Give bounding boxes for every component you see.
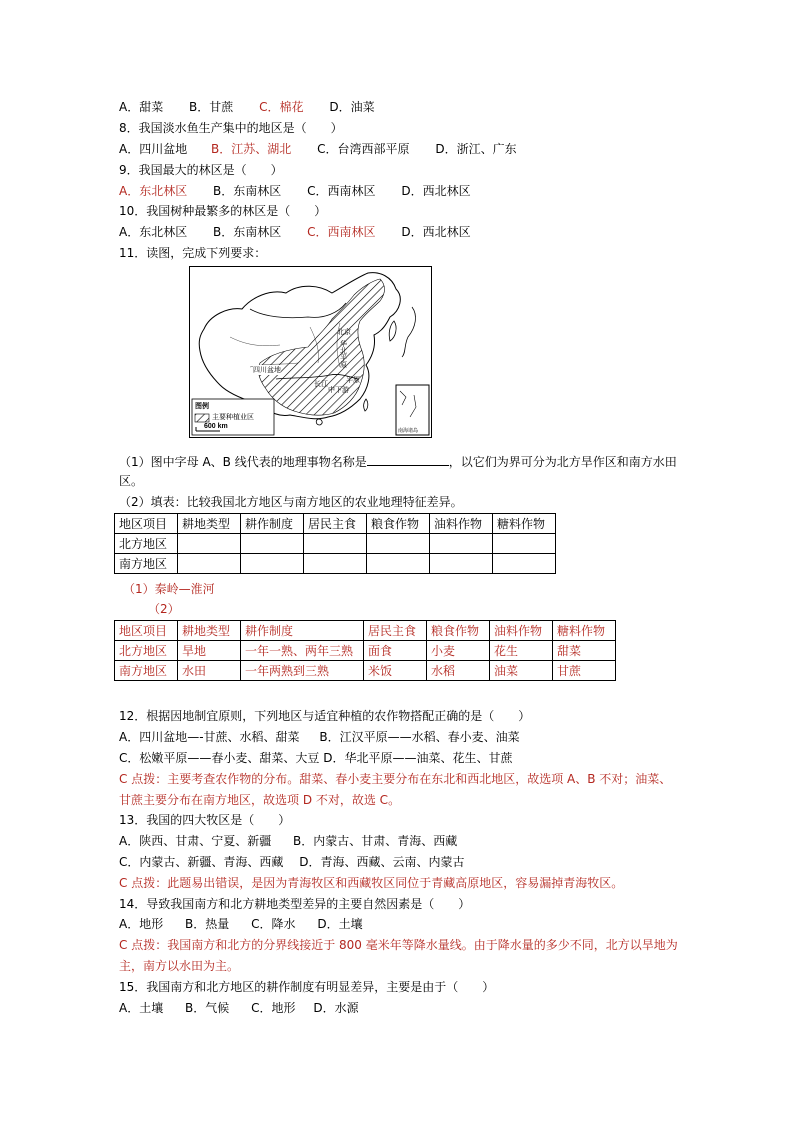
answer-header-cell: 油料作物: [490, 621, 553, 641]
q12-tip-line2: 甘蔗主要分布在南方地区，故选项 D 不对，故选 C。: [119, 793, 401, 807]
map-label-pingyuan: 平原: [346, 377, 360, 384]
q12-option-c: C．松嫩平原——春小麦、甜菜、大豆: [119, 751, 320, 765]
table-cell-input[interactable]: [241, 554, 304, 574]
inset-label: 南海诸岛: [398, 428, 419, 434]
q15-option-a: A．土壤: [119, 1001, 164, 1015]
q15-options: [119, 1000, 359, 1016]
q8-option-c: C．台湾西部平原: [317, 142, 410, 156]
answer-header-cell: 糖料作物: [553, 621, 616, 641]
answer-cell: 甜菜: [553, 641, 616, 661]
q9-option-b: B．东南林区: [213, 184, 282, 198]
q14-options: [119, 916, 363, 932]
q13-option-d: D．青海、西藏、云南、内蒙古: [299, 855, 465, 869]
answer-cell: 南方地区: [115, 661, 178, 681]
q12-option-d: D．华北平原——油菜、花生、甘蔗: [323, 751, 513, 765]
table-header-row: [115, 514, 556, 534]
answer-row: [115, 661, 616, 681]
table-header-cell: 油料作物: [430, 514, 493, 534]
q13-options-row1: [119, 833, 457, 849]
q7-option-a: A．甜菜: [119, 100, 164, 114]
answer-cell: 小麦: [427, 641, 490, 661]
q8-option-d: D．浙江、广东: [435, 142, 517, 156]
q11-sub1-text-b: ，以它们为界可分为北方旱作区和南方水田: [448, 455, 677, 469]
table-cell-input[interactable]: [493, 534, 556, 554]
table-cell-input[interactable]: [430, 534, 493, 554]
answer-cell: 旱地: [178, 641, 241, 661]
legend-title: 图例: [195, 403, 209, 410]
q9-option-d: D．西北林区: [401, 184, 471, 198]
answer-cell: 油菜: [490, 661, 553, 681]
planting-zone-hatch: [258, 279, 384, 415]
q11-sub2: （2）填表：比较我国北方地区与南方地区的农业地理特征差异。: [119, 495, 463, 509]
table-header-cell: 粮食作物: [367, 514, 430, 534]
q11-stem: 11．读图，完成下列要求：: [119, 246, 267, 260]
q9-option-a: A．东北林区: [119, 184, 188, 198]
answer-header-cell: 居民主食: [364, 621, 427, 641]
q7-option-d: D．油菜: [329, 100, 375, 114]
q11-answer-blank[interactable]: [367, 453, 449, 466]
map-label-changjiang: 长江: [314, 381, 328, 388]
table-header-cell: 地区项目: [115, 514, 178, 534]
q13-option-a: A．陕西、甘肃、宁夏、新疆: [119, 834, 272, 848]
answer-cell: 甘蔗: [553, 661, 616, 681]
q13-tip: C 点拨：此题易出错误，是因为青海牧区和西藏牧区同位于青藏高原地区，容易漏掉青海牧区。: [119, 876, 624, 890]
table-cell-input[interactable]: [178, 534, 241, 554]
q14-tip-line2: 主，南方以水田为主。: [119, 959, 240, 973]
q8-option-a: A．四川盆地: [119, 142, 188, 156]
q10-stem: 10．我国树种最繁多的林区是（ ）: [119, 204, 327, 218]
answer-row: [115, 641, 616, 661]
q7-option-b: B．甘蔗: [189, 100, 234, 114]
q15-option-d: D．水源: [313, 1001, 359, 1015]
q14-stem: 14．导致我国南方和北方耕地类型差异的主要自然因素是（ ）: [119, 897, 471, 911]
q15-option-c: C．地形: [251, 1001, 296, 1015]
q13-option-c: C．内蒙古、新疆、青海、西藏: [119, 855, 284, 869]
answer-header-row: [115, 621, 616, 641]
legend-item-label: 主要种植业区: [212, 414, 254, 421]
map-label-sichuan: 四川盆地: [253, 367, 281, 374]
q13-option-b: B．内蒙古、甘肃、青海、西藏: [293, 834, 458, 848]
q10-option-b: B．东南林区: [213, 225, 282, 239]
legend-swatch: [195, 414, 209, 422]
q11-answer-2: （2）: [148, 602, 180, 616]
table-cell-input[interactable]: [493, 554, 556, 574]
table-header-cell: 居民主食: [304, 514, 367, 534]
answer-cell: 米饭: [364, 661, 427, 681]
map-label-huabei: 华北平原: [340, 341, 347, 369]
table-cell-input[interactable]: [430, 554, 493, 574]
q15-stem: 15．我国南方和北方地区的耕作制度有明显差异，主要是由于（ ）: [119, 980, 495, 994]
answer-header-cell: 地区项目: [115, 621, 178, 641]
q12-stem: 12．根据因地制宜原则，下列地区与适宜种植的农作物搭配正确的是（ ）: [119, 709, 531, 723]
answer-header-cell: 粮食作物: [427, 621, 490, 641]
q10-options: [119, 224, 471, 240]
q14-option-c: C．降水: [251, 917, 296, 931]
q15-option-b: B．气候: [185, 1001, 230, 1015]
q10-option-c: C．西南林区: [307, 225, 376, 239]
q11-sub1-text-c: 区。: [119, 474, 144, 488]
q14-option-d: D．土壤: [317, 917, 363, 931]
answer-cell: 水田: [178, 661, 241, 681]
table-cell-input[interactable]: [367, 554, 430, 574]
table-cell-input[interactable]: [367, 534, 430, 554]
q13-options-row2: [119, 854, 464, 870]
scale-label: 600 km: [204, 423, 228, 430]
table-header-cell: 糖料作物: [493, 514, 556, 534]
q13-stem: 13．我国的四大牧区是（ ）: [119, 813, 291, 827]
q12-options-row2: [119, 750, 512, 766]
q10-option-a: A．东北林区: [119, 225, 188, 239]
answer-cell: 一年一熟、两年三熟: [241, 641, 364, 661]
table-cell-input[interactable]: [304, 534, 367, 554]
table-row-label: 北方地区: [115, 534, 178, 554]
map-label-beijing: 北京: [337, 329, 351, 336]
answer-header-cell: 耕作制度: [241, 621, 364, 641]
answer-cell: 一年两熟到三熟: [241, 661, 364, 681]
answer-header-cell: 耕地类型: [178, 621, 241, 641]
blank-comparison-table: [114, 513, 556, 574]
q8-stem: 8．我国淡水鱼生产集中的地区是（ ）: [119, 121, 343, 135]
table-cell-input[interactable]: [178, 554, 241, 574]
answer-cell: 北方地区: [115, 641, 178, 661]
answer-cell: 水稻: [427, 661, 490, 681]
q10-option-d: D．西北林区: [401, 225, 471, 239]
table-cell-input[interactable]: [304, 554, 367, 574]
q14-option-a: A．地形: [119, 917, 164, 931]
table-header-cell: 耕地类型: [178, 514, 241, 534]
china-map-figure: [189, 266, 432, 438]
q9-stem: 9．我国最大的林区是（ ）: [119, 163, 283, 177]
q7-options: [119, 99, 375, 115]
answer-comparison-table: [114, 620, 616, 681]
q8-options: [119, 141, 517, 157]
q11-answer-1: （1）秦岭—淮河: [123, 582, 215, 596]
q14-tip-line1: C 点拨：我国南方和北方的分界线接近于 800 毫米年等降水量线。由于降水量的多少不同，北方以旱地为: [119, 938, 678, 952]
map-label-zhongxiayou: 中下游: [328, 387, 349, 394]
q14-option-b: B．热量: [185, 917, 230, 931]
q9-options: [119, 183, 471, 199]
q12-tip-line1: C 点拨：主要考查农作物的分布。甜菜、春小麦主要分布在东北和西北地区，故选项 A、B 不对；油菜、: [119, 772, 672, 786]
table-header-cell: 耕作制度: [241, 514, 304, 534]
q12-option-b: B．江汉平原——水稻、春小麦、油菜: [319, 730, 520, 744]
q11-sub1-text-a: （1）图中字母 A、B 线代表的地理事物名称是: [119, 455, 367, 469]
table-row: [115, 534, 556, 554]
q12-options-row1: [119, 729, 520, 745]
q12-option-a: A．四川盆地—-甘蔗、水稻、甜菜: [119, 730, 300, 744]
table-row: [115, 554, 556, 574]
table-row-label: 南方地区: [115, 554, 178, 574]
answer-cell: 面食: [364, 641, 427, 661]
q8-option-b: B．江苏、湖北: [211, 142, 292, 156]
q7-option-c: C．棉花: [259, 100, 304, 114]
answer-cell: 花生: [490, 641, 553, 661]
table-cell-input[interactable]: [241, 534, 304, 554]
q11-sub1-line1: [119, 453, 677, 470]
q9-option-c: C．西南林区: [307, 184, 376, 198]
